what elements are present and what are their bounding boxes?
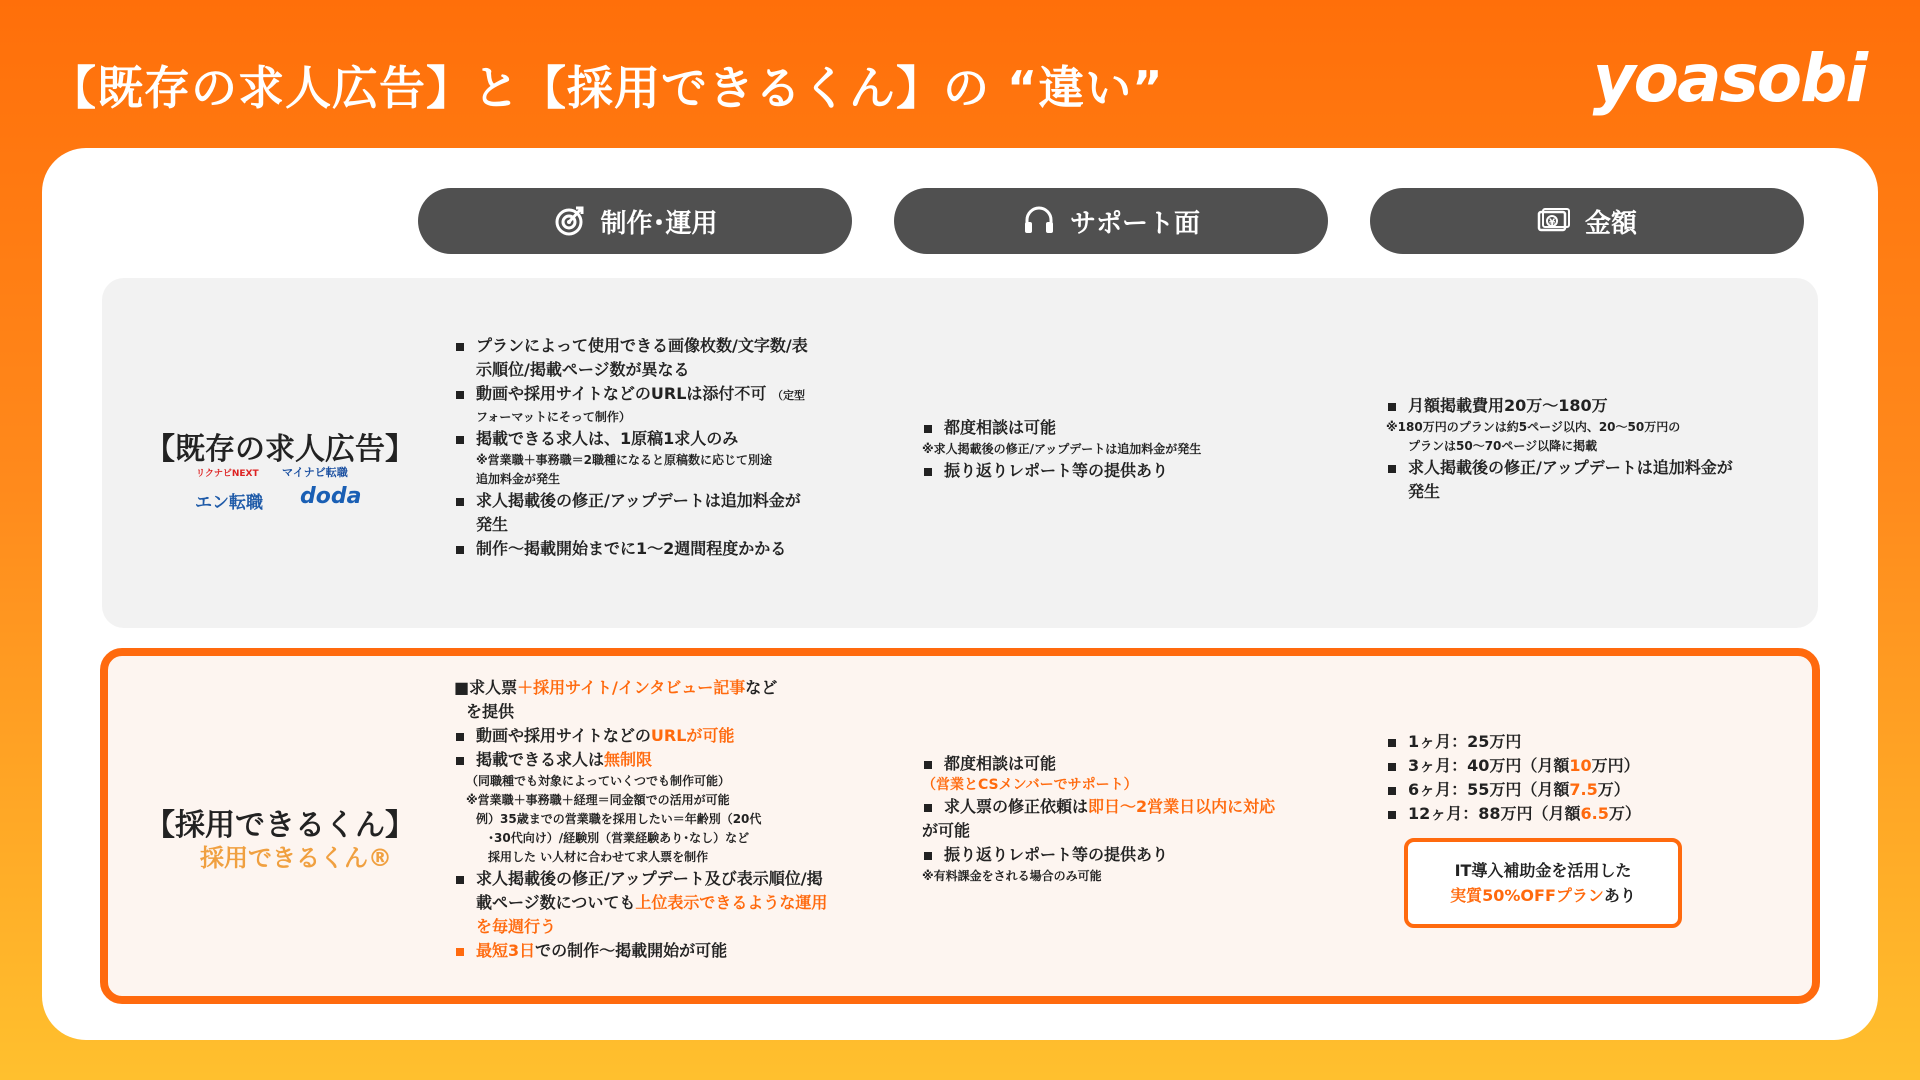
list-item: 掲載できる求人は、1原稿1求人のみ	[454, 427, 854, 451]
existing-price-cell	[1386, 394, 1786, 504]
list-item: 動画や採用サイトなどのURLは添付不可 （定型	[454, 382, 854, 408]
doda-logo: doda	[300, 484, 362, 509]
page-title: 【既存の求人広告】と【採用できるくん】の “違い”	[50, 61, 1164, 115]
list-item: 都度相談は可能	[922, 752, 1342, 776]
list-item: 都度相談は可能	[922, 416, 1322, 440]
column-header-price	[1370, 188, 1804, 254]
column-header-label: 制作･運用	[600, 208, 718, 239]
list-item: 1ヶ月：25万円	[1386, 730, 1786, 754]
note-text: ･30代向け）/経験別（営業経験あり･なし）など	[488, 831, 750, 845]
list-item: 12ヶ月：88万円（月額6.5万）	[1386, 802, 1786, 826]
note-text: （営業とCSメンバーでサポート）	[922, 777, 1138, 793]
list-item: 動画や採用サイトなどのURLが可能	[454, 724, 874, 748]
list-item: 振り返りレポート等の提供あり	[922, 843, 1342, 867]
subsidy-callout	[1404, 838, 1682, 928]
note-text: ※求人掲載後の修正/アップデートは追加料金が発生	[922, 442, 1202, 456]
list-item: 求人票の修正依頼は即日〜2営業日以内に対応	[922, 795, 1342, 819]
note-text: フォーマットにそって制作）	[476, 410, 631, 424]
ours-production-cell	[454, 676, 874, 963]
note-text: ※営業職＋事務職＝2職種になると原稿数に応じて別途	[476, 453, 773, 467]
row-label-existing: 【既存の求人広告】	[145, 432, 415, 467]
note-text: 採用した い人材に合わせて求人票を制作	[488, 850, 709, 864]
list-item: 制作〜掲載開始までに1〜2週間程度かかる	[454, 537, 854, 561]
note-text: プランは50〜70ページ以降に掲載	[1408, 439, 1598, 453]
en-tenshoku-logo: エン転職	[195, 493, 263, 513]
company-logo: yoasobi	[1592, 40, 1866, 117]
list-item: 掲載できる求人は無制限	[454, 748, 874, 772]
column-header-label: サポート面	[1069, 208, 1200, 239]
list-item: 求人掲載後の修正/アップデート及び表示順位/掲 載ページ数についても上位表示できるような運用 を毎週行う	[454, 867, 874, 939]
column-header-support	[894, 188, 1328, 254]
existing-support-cell	[922, 416, 1322, 483]
column-header-production	[418, 188, 852, 254]
list-item: 最短3日での制作〜掲載開始が可能	[454, 939, 874, 963]
saiyo-dekiru-kun-logo: 採用できるくん®	[200, 844, 392, 872]
list-item: プランによって使用できる画像枚数/文字数/表 示順位/掲載ページ数が異なる	[454, 334, 854, 382]
list-item: 求人掲載後の修正/アップデートは追加料金が 発生	[454, 489, 854, 537]
note-text: ※有料課金をされる場合のみ可能	[922, 869, 1102, 883]
list-item-continuation: が可能	[922, 821, 971, 840]
svg-text:¥: ¥	[1548, 218, 1556, 228]
rikunabi-logo: リクナビNEXT	[196, 469, 259, 479]
existing-production-cell	[454, 334, 854, 561]
list-item: ■求人票＋採用サイト/インタビュー記事など	[454, 678, 778, 697]
list-item-continuation: を提供	[466, 702, 515, 721]
note-text: ※営業職＋事務職＋経理＝同金額での活用が可能	[466, 793, 730, 807]
mynavi-logo: マイナビ転職	[282, 466, 348, 479]
list-item: 月額掲載費用20万〜180万	[1386, 394, 1786, 418]
column-header-label: 金額	[1584, 208, 1637, 239]
job-media-logos	[190, 466, 380, 526]
money-icon	[1537, 204, 1571, 238]
note-text: ※180万円のプランは約5ページ以内、20〜50万円の	[1386, 420, 1681, 434]
ours-price-cell	[1386, 730, 1786, 826]
list-item: 3ヶ月：40万円（月額10万円）	[1386, 754, 1786, 778]
list-item: 振り返りレポート等の提供あり	[922, 459, 1322, 483]
list-item: 6ヶ月：55万円（月額7.5万）	[1386, 778, 1786, 802]
note-text: 追加料金が発生	[476, 472, 561, 486]
note-text: （同職種でも対象によっていくつでも制作可能）	[466, 774, 731, 788]
note-text: 例）35歳までの営業職を採用したい＝年齢別（20代	[476, 812, 762, 826]
subsidy-line: 実質50%OFFプランあり	[1450, 886, 1636, 905]
headset-icon	[1022, 204, 1056, 238]
ours-support-cell	[922, 752, 1342, 886]
subsidy-line: IT導入補助金を活用した	[1454, 861, 1632, 880]
target-icon	[552, 204, 586, 238]
list-item: 求人掲載後の修正/アップデートは追加料金が 発生	[1386, 456, 1786, 504]
row-label-ours: 【採用できるくん】	[145, 808, 415, 843]
